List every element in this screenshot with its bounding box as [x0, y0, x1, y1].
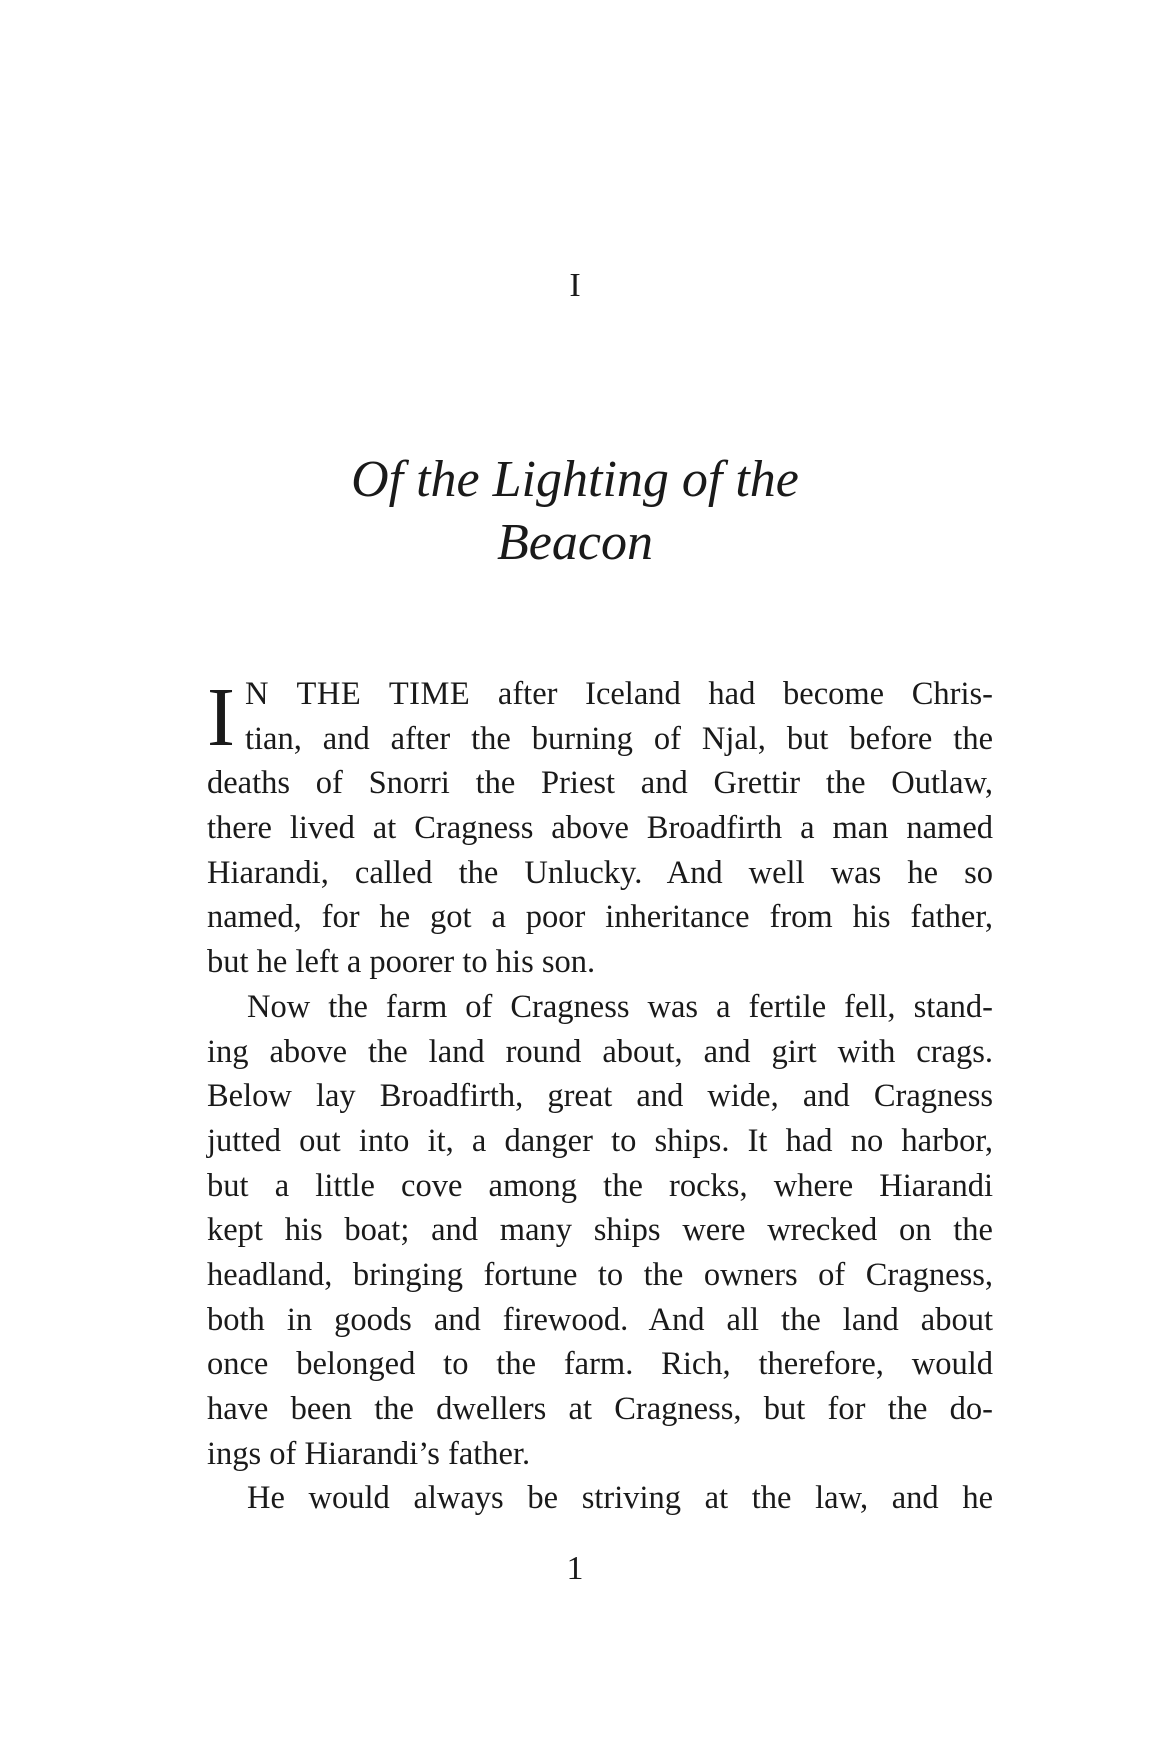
text-line: kept his boat; and many ships were wrecked on the	[207, 1212, 993, 1249]
text-line: ing above the land round about, and girt with crags.	[207, 1033, 993, 1070]
text-line: Below lay Broadfirth, great and wide, and Cragness	[207, 1078, 993, 1115]
opening-caps: N THE TIME	[245, 676, 471, 712]
text-line: ings of Hiarandi’s father.	[207, 1435, 531, 1472]
chapter-title	[0, 448, 1150, 574]
text-line: tian, and after the burning of Njal, but before the	[245, 720, 993, 757]
text-line: both in goods and firewood. And all the land about	[207, 1301, 993, 1338]
text-line: Now the farm of Cragness was a fertile fell, stand-	[247, 988, 993, 1025]
text-line	[207, 672, 993, 717]
body-text	[207, 672, 993, 1521]
text-line: but a little cove among the rocks, where Hiarandi	[207, 1167, 993, 1204]
text-line: once belonged to the farm. Rich, therefore, would	[207, 1346, 993, 1383]
text-line: but he left a poorer to his son.	[207, 944, 596, 981]
chapter-title-line-2: Beacon	[497, 514, 653, 571]
page-number: 1	[566, 1550, 584, 1587]
text-line-content: after Iceland had become Chris-	[470, 676, 993, 712]
text-line: headland, bringing fortune to the owners of Cragness,	[207, 1256, 993, 1293]
text-line: Hiarandi, called the Unlucky. And well was he so	[207, 854, 993, 891]
text-line: named, for he got a poor inheritance from his father,	[207, 899, 993, 936]
chapter-number: I	[569, 267, 581, 304]
text-line: jutted out into it, a danger to ships. It had no harbor,	[207, 1122, 993, 1159]
drop-cap: I	[207, 671, 235, 764]
text-line: have been the dwellers at Cragness, but for the do-	[207, 1391, 993, 1427]
text-line: deaths of Snorri the Priest and Grettir the Outlaw,	[207, 765, 993, 802]
text-line: there lived at Cragness above Broadfirth a man named	[207, 810, 993, 847]
chapter-title-line-1: Of the Lighting of the	[351, 451, 799, 508]
text-line: He would always be striving at the law, and he	[247, 1480, 993, 1517]
